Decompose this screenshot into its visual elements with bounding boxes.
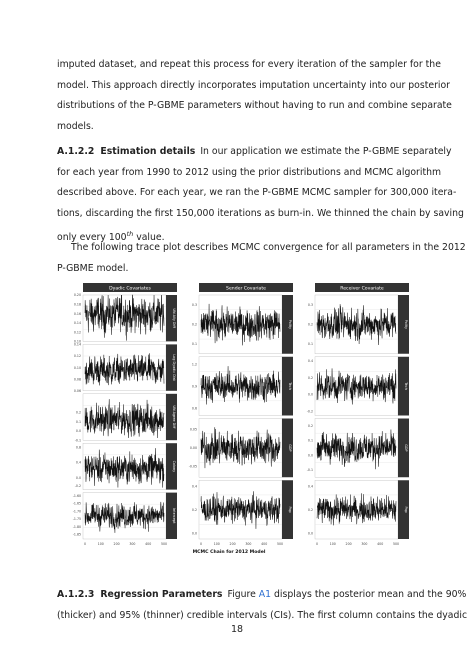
x-tick-label: 100 (329, 542, 336, 546)
y-tick-label: 0.2 (191, 507, 197, 512)
x-tick-label: 500 (392, 542, 400, 546)
y-tick-label: 0.06 (73, 389, 81, 393)
row-label: Polity (287, 319, 292, 329)
x-tick-label: 400 (145, 542, 152, 546)
row-label: Pop (403, 506, 408, 513)
section-title: Regression Parameters (100, 589, 223, 600)
section-regression-parameters (57, 585, 468, 626)
row-label: Intercept (171, 508, 176, 524)
row-label: Tech (287, 382, 292, 390)
x-tick-label: 0 (315, 542, 319, 546)
y-tick-label: 0.05 (189, 427, 197, 432)
y-tick-label: 0.16 (73, 311, 81, 316)
y-tick-label: -0.1 (74, 438, 81, 443)
y-tick-label: 0.6 (191, 406, 197, 411)
text-line: model. This approach directly incorporates imputation uncertainty into our posterior (57, 79, 450, 91)
x-tick-label: 400 (377, 542, 384, 546)
y-tick-label: 0.10 (73, 339, 81, 344)
y-tick-label: 0.08 (73, 377, 81, 382)
row-label: GDP (287, 444, 292, 452)
y-tick-label: 0.12 (73, 330, 81, 335)
y-tick-label: -1.80 (72, 524, 81, 529)
text-pre: only every 100 (57, 232, 127, 244)
row-label: UN Ally Diff (171, 308, 176, 328)
y-tick-label: 0.1 (75, 419, 81, 424)
y-tick-label: 0.3 (191, 302, 197, 307)
y-tick-label: 0.4 (75, 460, 81, 465)
text-line: P-GBME model. (57, 262, 129, 274)
text-line: distributions of the P-GBME parameters without having to run and combine separate (57, 100, 452, 111)
row-label: Tech (403, 382, 408, 390)
row-label: UN Agree Diff (171, 405, 176, 429)
x-tick-label: 100 (97, 542, 104, 546)
section-title: Estimation details (100, 146, 196, 157)
y-tick-label: -0.05 (188, 464, 197, 469)
y-tick-label: 1.2 (191, 362, 197, 367)
x-tick-label: 200 (345, 542, 352, 546)
x-tick-label: 500 (160, 542, 168, 546)
text-line: (thicker) and 95% (thinner) credible intervals (CIs). The first column contains the dyadic (57, 609, 468, 621)
y-tick-label: 0.10 (73, 365, 81, 370)
x-tick-label: 300 (245, 542, 252, 546)
x-tick-label: 100 (213, 542, 220, 546)
trace-plot-figure (65, 283, 413, 561)
row-label: Polity (403, 319, 408, 329)
section-estimation-details (57, 142, 464, 249)
section-number: A.1.2.2 (57, 146, 95, 157)
y-tick-label: 0.4 (307, 359, 313, 364)
text-line (57, 142, 452, 163)
y-tick-label: -0.2 (74, 483, 81, 488)
y-tick-label: -1.75 (72, 517, 81, 522)
x-tick-label: 200 (229, 542, 236, 546)
y-tick-label: 0.14 (73, 321, 81, 326)
y-tick-label: 0.1 (307, 438, 313, 443)
y-tick-label: 0.00 (189, 446, 197, 451)
y-tick-label: 0.12 (73, 354, 81, 359)
y-tick-label: -1.65 (72, 501, 81, 506)
y-tick-label: 0.2 (307, 424, 313, 429)
row-label: Log Dyadic Dist (171, 354, 176, 381)
figure-reference-link[interactable]: A1 (258, 589, 272, 600)
y-tick-label: 0.1 (191, 342, 197, 347)
y-tick-label: -1.60 (72, 493, 81, 498)
paragraph-imputation (57, 55, 452, 137)
x-tick-label: 0 (199, 542, 203, 546)
x-axis-label: MCMC Chain for 2012 Model (192, 550, 266, 555)
y-tick-label: 0.2 (307, 322, 313, 327)
section-number: A.1.2.3 (57, 589, 95, 600)
y-tick-label: 0.0 (75, 429, 81, 434)
x-tick-label: 500 (276, 542, 284, 546)
y-tick-label: 0.8 (75, 445, 81, 450)
text-line (57, 585, 467, 606)
y-tick-label: 0.2 (307, 507, 313, 512)
y-tick-label: -0.1 (306, 468, 313, 473)
text-line: The following trace plot describes MCMC convergence for all parameters in the 2012 (71, 242, 466, 253)
text-line: imputed dataset, and repeat this process for every iteration of the sampler for the (57, 59, 441, 70)
y-tick-label: 0.3 (307, 302, 313, 307)
y-tick-label: 0.4 (307, 484, 313, 489)
panel-title: Sender Covariate (226, 286, 266, 292)
y-tick-label: 0.20 (73, 293, 81, 298)
y-tick-label: 0.0 (307, 453, 313, 458)
row-label: Colony (171, 460, 176, 473)
y-tick-label: 0.2 (191, 322, 197, 327)
y-tick-label: 0.0 (75, 476, 81, 481)
y-tick-label: -0.2 (306, 409, 313, 414)
text-pre: Figure (227, 589, 259, 600)
x-tick-label: 400 (261, 542, 268, 546)
text-line: models. (57, 120, 94, 132)
row-label: GDP (403, 444, 408, 452)
text-post: displays the posterior mean and the 90% (271, 589, 467, 600)
y-tick-label: 0.0 (307, 531, 313, 536)
y-tick-label: 0.1 (307, 342, 313, 347)
superscript: th (126, 230, 134, 238)
panel-title: Receiver Covariate (340, 286, 384, 292)
x-tick-label: 0 (83, 542, 87, 546)
x-tick-label: 300 (129, 542, 136, 546)
page-number: 18 (230, 624, 244, 635)
x-tick-label: 300 (361, 542, 368, 546)
y-tick-label: 0.2 (75, 410, 81, 415)
text-post: value. (133, 232, 165, 244)
text-line: for each year from 1990 to 2012 using the prior distributions and MCMC algorithm (57, 166, 442, 178)
y-tick-label: 0.4 (191, 484, 197, 489)
x-tick-label: 200 (113, 542, 120, 546)
y-tick-label: 0.0 (191, 531, 197, 536)
y-tick-label: 0.14 (73, 342, 81, 347)
row-label: Pop (287, 506, 292, 513)
panel-title: Dyadic Covariates (109, 286, 151, 292)
text-line: described above. For each year, we ran the P-GBME MCMC sampler for 300,000 itera- (57, 187, 457, 198)
section-first-line: In our application we estimate the P-GBME separately (200, 146, 452, 157)
y-tick-label: -1.70 (72, 509, 81, 514)
paragraph-trace-plot-intro (57, 238, 466, 279)
text-line: tions, discarding the first 150,000 iterations as burn-in. We thinned the chain by saving (57, 207, 464, 219)
y-tick-label: 0.9 (191, 384, 197, 389)
y-tick-label: 0.2 (307, 375, 313, 380)
y-tick-label: 0.18 (73, 302, 81, 307)
y-tick-label: -1.85 (72, 532, 81, 537)
y-tick-label: 0.0 (307, 392, 313, 397)
